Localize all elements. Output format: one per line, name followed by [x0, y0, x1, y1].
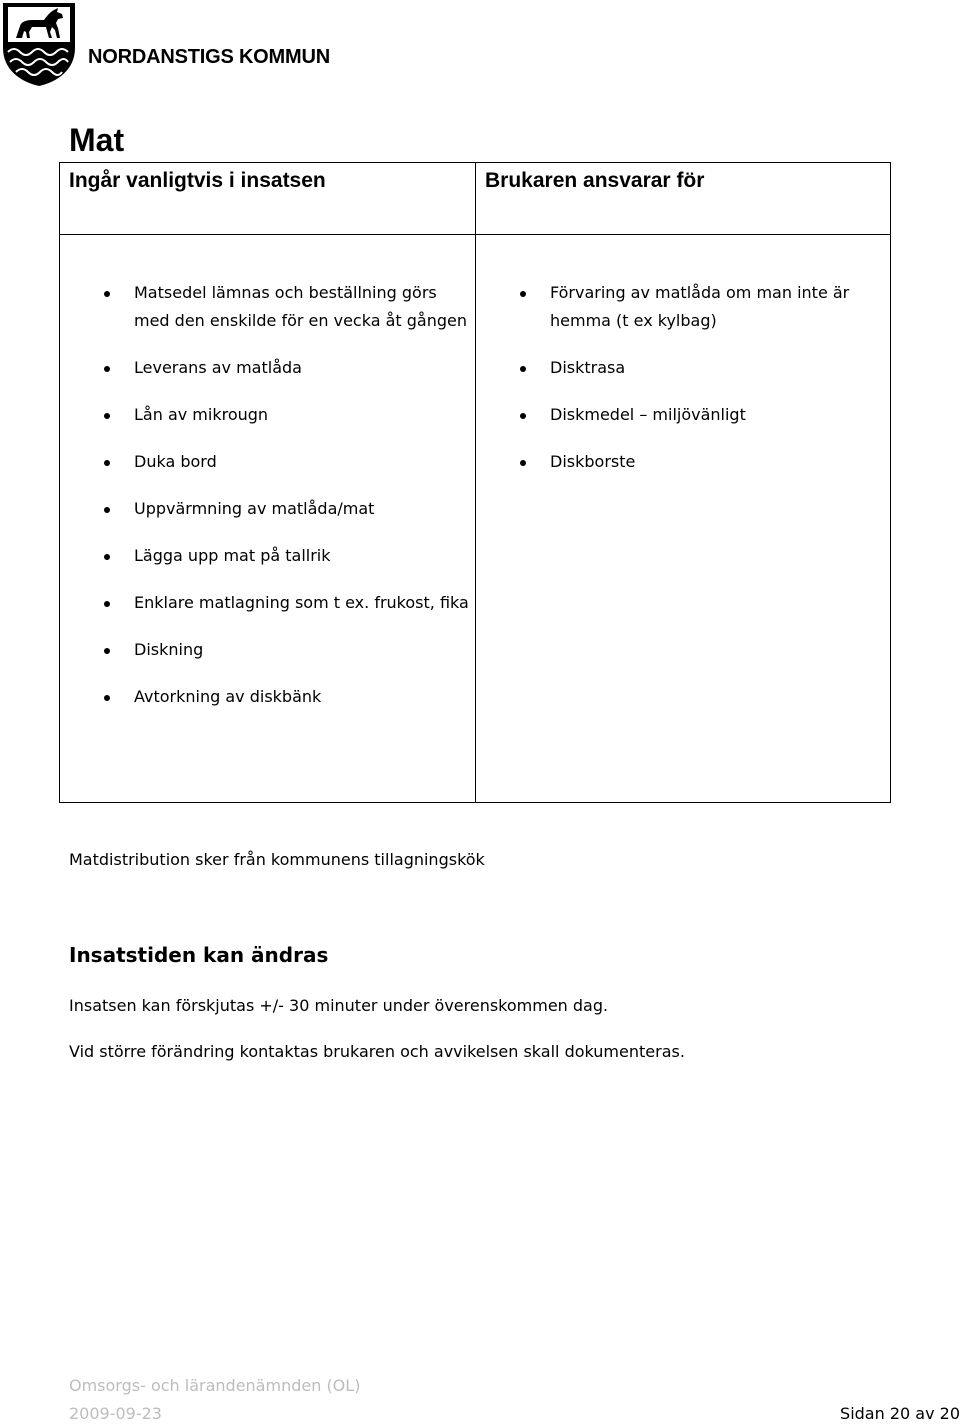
footer-committee: Omsorgs- och lärandenämnden (OL) — [69, 1376, 361, 1395]
bullet-icon — [104, 695, 110, 701]
list-item — [476, 401, 890, 429]
column-header-client-responsible: Brukaren ansvarar för — [485, 169, 705, 192]
bullet-icon — [104, 507, 110, 513]
list-item — [60, 279, 474, 335]
list-item — [60, 495, 474, 523]
bullet-icon — [520, 460, 526, 466]
list-item-text: Lägga upp mat på tallrik — [134, 546, 331, 565]
bullet-icon — [520, 413, 526, 419]
bullet-icon — [104, 291, 110, 297]
table-header-divider — [60, 234, 890, 235]
list-item — [60, 354, 474, 382]
list-item-text: Förvaring av matlåda om man inte är hemma (t ex kylbag) — [550, 283, 850, 330]
list-item-text: Uppvärmning av matlåda/mat — [134, 499, 375, 518]
horse-crest-icon — [2, 2, 76, 86]
bullet-icon — [520, 366, 526, 372]
responsibility-table — [59, 162, 891, 803]
list-item-text: Duka bord — [134, 452, 217, 471]
bullet-icon — [104, 554, 110, 560]
footer-date: 2009-09-23 — [69, 1404, 162, 1423]
list-item-text: Diskborste — [550, 452, 636, 471]
list-item — [60, 589, 474, 617]
section-heading: Insatstiden kan ändras — [69, 943, 329, 967]
list-item — [476, 448, 890, 476]
paragraph: Vid större förändring kontaktas brukaren och avvikelsen skall dokumenteras. — [69, 1042, 685, 1061]
paragraph: Insatsen kan förskjutas +/- 30 minuter under överenskommen dag. — [69, 996, 609, 1015]
list-item-text: Enklare matlagning som t ex. frukost, fika — [134, 593, 469, 612]
list-item-text: Disktrasa — [550, 358, 626, 377]
list-item — [60, 542, 474, 570]
list-item-text: Leverans av matlåda — [134, 358, 302, 377]
bullet-icon — [104, 601, 110, 607]
list-item — [476, 279, 890, 335]
list-item — [60, 683, 474, 711]
bullet-icon — [104, 648, 110, 654]
footer-page-number: Sidan 20 av 20 — [840, 1404, 960, 1423]
organization-name: NORDANSTIGS KOMMUN — [88, 46, 330, 68]
included-services-list — [60, 279, 474, 730]
list-item — [60, 401, 474, 429]
list-item-text: Avtorkning av diskbänk — [134, 687, 322, 706]
list-item-text: Diskning — [134, 640, 204, 659]
list-item-text: Lån av mikrougn — [134, 405, 269, 424]
list-item-text: Matsedel lämnas och beställning görs med den enskilde för en vecka åt gången — [134, 283, 468, 330]
page-title: Mat — [69, 122, 125, 158]
list-item — [60, 448, 474, 476]
distribution-note: Matdistribution sker från kommunens tillagningskök — [69, 850, 485, 869]
bullet-icon — [104, 460, 110, 466]
bullet-icon — [104, 366, 110, 372]
bullet-icon — [104, 413, 110, 419]
list-item-text: Diskmedel – miljövänligt — [550, 405, 746, 424]
client-responsibilities-list — [476, 279, 890, 495]
column-header-included: Ingår vanligtvis i insatsen — [69, 169, 326, 192]
bullet-icon — [520, 291, 526, 297]
list-item — [476, 354, 890, 382]
list-item — [60, 636, 474, 664]
